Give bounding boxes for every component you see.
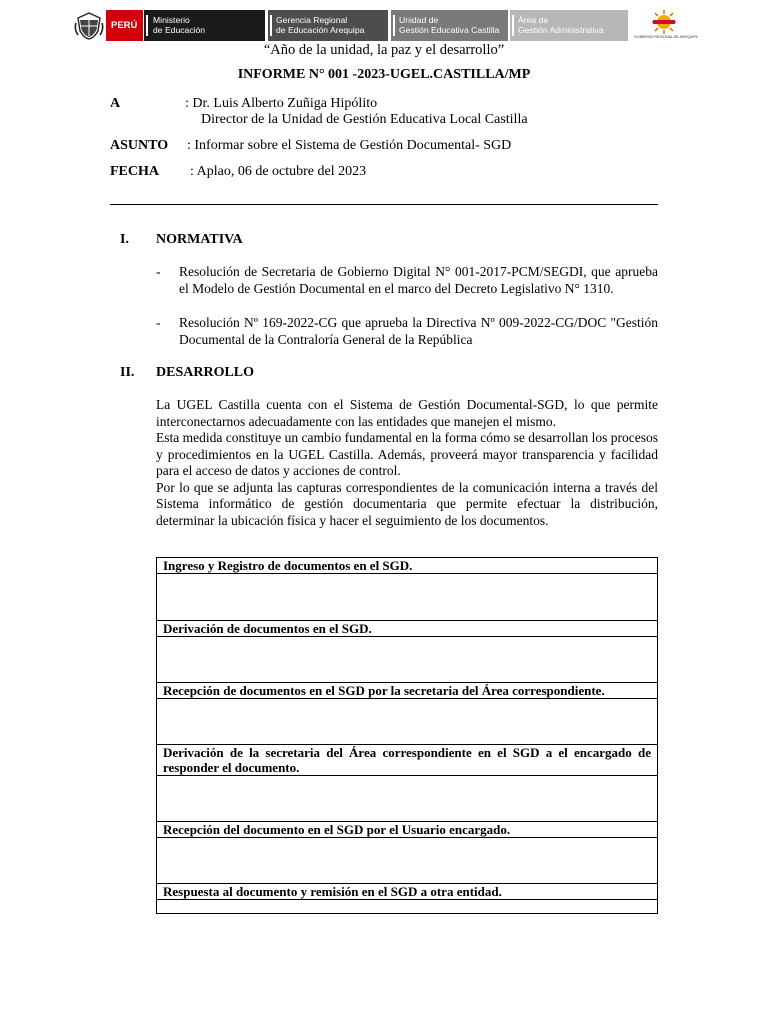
country-label: PERÚ <box>111 20 138 31</box>
to-role: Director de la Unidad de Gestión Educativa Local Castilla <box>201 112 528 127</box>
unit-line-1: Unidad de <box>399 15 439 25</box>
subject-label: ASUNTO <box>110 138 169 153</box>
subject-value: : Informar sobre el Sistema de Gestión Documental- SGD <box>187 138 512 153</box>
table-row <box>157 822 658 838</box>
section-1-number: I. <box>120 232 129 247</box>
regional-government-caption: GOBIERNO REGIONAL DE AREQUIPA <box>634 35 698 39</box>
paragraph-text: Esta medida constituye un cambio fundamental en la forma cómo se desarrollan los procesos y procedimientos en la UGEL Castilla. Además, proveerá mayor transparencia y facilidad para el acceso de datos y acciones de control. <box>156 430 658 478</box>
ministry-badge <box>144 10 265 41</box>
year-motto: “Año de la unidad, la paz y el desarrollo” <box>263 42 505 58</box>
list-dash: - <box>156 315 161 330</box>
step-label: Derivación de la secretaria del Área correspondiente en el SGD a el encargado de responder el documento. <box>157 745 658 776</box>
step-label: Derivación de documentos en el SGD. <box>157 621 658 637</box>
screenshot-placeholder <box>157 574 658 621</box>
table-row <box>157 745 658 776</box>
screenshot-placeholder <box>157 900 658 914</box>
table-row <box>157 776 658 822</box>
regional-line-2: de Educación Arequipa <box>276 24 365 35</box>
ministry-line-1: Ministerio <box>153 15 190 25</box>
ministry-line-2: de Educación <box>153 24 206 35</box>
sgd-process-table <box>156 557 658 914</box>
sun-emblem-icon <box>634 10 694 36</box>
table-row <box>157 900 658 914</box>
country-badge <box>106 10 143 41</box>
unit-line-2: Gestión Educativa Castilla <box>399 24 500 35</box>
table-row <box>157 884 658 900</box>
paragraph-text: Por lo que se adjunta las capturas correspondientes de la comunicación interna a través del Sistema informático de gestión documentaria que permite efectuar la distribución, determinar la ubicación física y hacer el seguimiento de los documentos. <box>156 479 658 528</box>
unit-badge <box>391 10 508 41</box>
report-title: INFORME N° 001 -2023-UGEL.CASTILLA/MP <box>237 67 531 82</box>
regional-government-logo <box>634 10 698 42</box>
normativa-item-text: Resolución Nº 169-2022-CG que aprueba la Directiva Nº 009-2022-CG/DOC "Gestión Documental de la Contraloría General de la República <box>179 315 658 347</box>
desarrollo-paragraph <box>156 397 658 529</box>
table-row <box>157 838 658 884</box>
section-1-title: NORMATIVA <box>156 232 243 247</box>
section-2-number: II. <box>120 365 135 380</box>
screenshot-placeholder <box>157 699 658 745</box>
area-line-1: Área de <box>518 15 549 25</box>
table-row <box>157 621 658 637</box>
table-row <box>157 699 658 745</box>
normativa-item <box>156 264 658 297</box>
to-name: : Dr. Luis Alberto Zuñiga Hipólito <box>185 96 378 111</box>
date-value: : Aplao, 06 de octubre del 2023 <box>190 164 367 179</box>
coat-of-arms-icon <box>74 11 104 41</box>
list-dash: - <box>156 264 161 279</box>
regional-badge <box>268 10 388 41</box>
institution-header <box>72 10 698 42</box>
screenshot-placeholder <box>157 637 658 683</box>
screenshot-placeholder <box>157 838 658 884</box>
area-badge <box>510 10 628 41</box>
step-label: Recepción del documento en el SGD por el Usuario encargado. <box>157 822 658 838</box>
normativa-item-text: Resolución de Secretaria de Gobierno Digital N° 001-2017-PCM/SEGDI, que aprueba el Modelo de Gestión Documental en el marco del Decreto Legislativo N° 1310. <box>179 264 658 296</box>
date-label: FECHA <box>110 164 159 179</box>
paragraph-text: La UGEL Castilla cuenta con el Sistema de Gestión Documental-SGD, lo que permite interconectarnos adecuadamente con las entidades que manejen el mismo. <box>156 397 658 429</box>
table-row <box>157 574 658 621</box>
header-divider <box>110 204 658 205</box>
area-line-2: Gestión Administrativa <box>518 24 604 35</box>
to-label: A <box>110 96 121 111</box>
regional-line-1: Gerencia Regional <box>276 15 348 25</box>
section-2-title: DESARROLLO <box>156 365 255 380</box>
step-label: Recepción de documentos en el SGD por la secretaria del Área correspondiente. <box>157 683 658 699</box>
table-row <box>157 558 658 574</box>
table-row <box>157 683 658 699</box>
screenshot-placeholder <box>157 776 658 822</box>
table-row <box>157 637 658 683</box>
normativa-item <box>156 315 658 348</box>
step-label: Ingreso y Registro de documentos en el SGD. <box>157 558 658 574</box>
step-label: Respuesta al documento y remisión en el SGD a otra entidad. <box>157 884 658 900</box>
